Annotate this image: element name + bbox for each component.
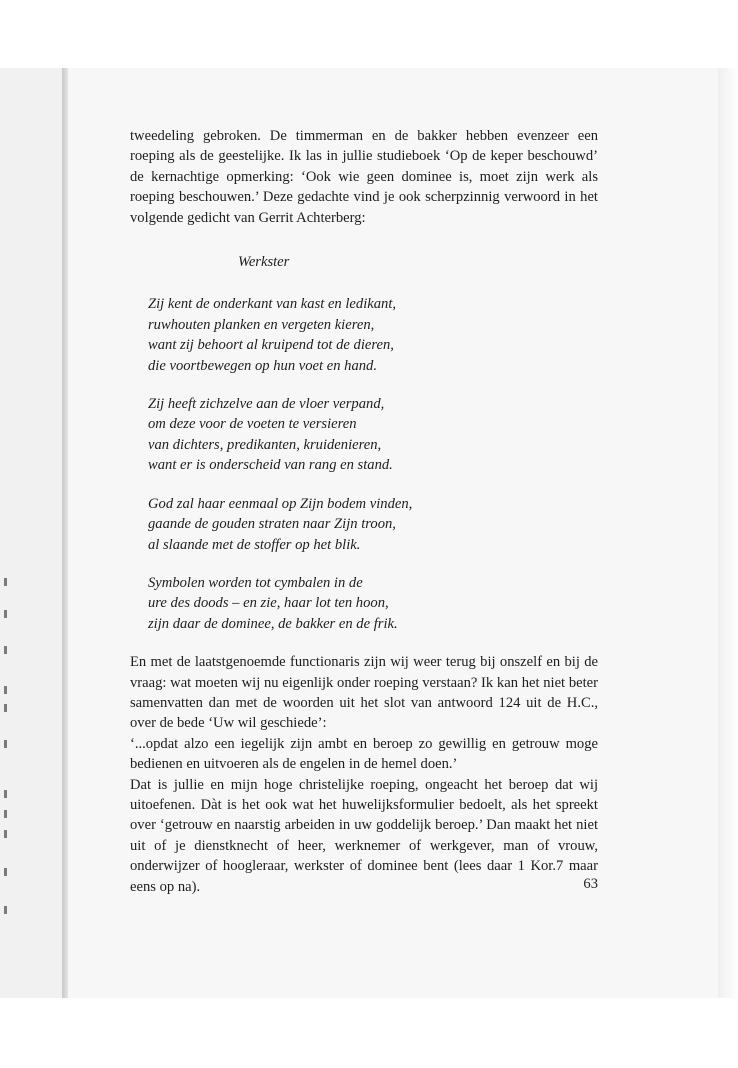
intro-paragraph: tweedeling gebroken. De timmerman en de bakker hebben evenzeer een roeping als de geestelijke. Ik las in jullie studieboek ‘Op de keper beschouwd’ de kernachtige opmerking: ‘Ook wie geen dominee is, moet zijn werk als roeping beschouwen.’ Deze gedachte vind je ook scherpzinnig verwoord in het volgende gedicht van Gerrit Achterberg: xyxy=(130,128,598,226)
bleed-mark xyxy=(4,578,7,586)
bleed-mark xyxy=(4,810,7,818)
poem-line: Zij heeft zichzelve aan de vloer verpand, xyxy=(148,396,385,413)
bleed-mark xyxy=(4,740,7,748)
page-edge xyxy=(718,68,738,998)
poem-stanza xyxy=(148,494,598,555)
bleed-mark xyxy=(4,704,7,712)
bleed-mark xyxy=(4,830,7,838)
poem-line: God zal haar eenmaal op Zijn bodem vinden, xyxy=(148,495,413,512)
poem-line: want er is onderscheid van rang en stand. xyxy=(148,457,393,474)
page-number: 63 xyxy=(583,876,598,892)
poem-stanza xyxy=(148,294,598,376)
facing-page-edge xyxy=(0,68,62,998)
poem-stanza xyxy=(148,573,598,634)
body-paragraph: Dat is jullie en mijn hoge christelijke roeping, ongeacht het beroep dat wij uitoefenen. Dàt is het ook wat het huwelijksformulier bedoelt, als het spreekt over ‘getrouw en naarstig arbeiden in uw goddelijk beroep.’ Dan maakt het niet uit of je dienstknecht of heer, werknemer of werkgever, man of vrouw, onderwijzer of hoogleraar, werkster of dominee bent (lees daar 1 Kor.7 maar eens op na). xyxy=(130,776,598,895)
page-text xyxy=(130,126,598,897)
poem-line: Zij kent de onderkant van kast en ledikant, xyxy=(148,296,397,313)
bleed-mark xyxy=(4,686,7,694)
poem-title: Werkster xyxy=(238,254,290,271)
poem-line: ruwhouten planken en vergeten kieren, xyxy=(148,316,375,333)
poem-line: van dichters, predikanten, kruidenieren, xyxy=(148,436,382,453)
poem-line: want zij behoort al kruipend tot de dieren, xyxy=(148,337,394,354)
poem-line: om deze voor de voeten te versieren xyxy=(148,416,357,433)
bleed-mark xyxy=(4,646,7,654)
bleed-mark xyxy=(4,610,7,618)
bleed-mark xyxy=(4,906,7,914)
quote-paragraph: ‘...opdat alzo een iegelijk zijn ambt en beroep zo gewillig en getrouw moge bedienen en uitvoeren als de engelen in de hemel doen.’ xyxy=(130,735,598,773)
bleed-mark xyxy=(4,868,7,876)
body-paragraph: En met de laatstgenoemde functionaris zijn wij weer terug bij onszelf en bij de vraag: wat moeten wij nu eigenlijk onder roeping verstaan? Ik kan het niet beter samenvatten dan met de woorden uit het slot van antwoord 124 uit de H.C., over de bede ‘Uw wil geschiede’: xyxy=(130,654,598,732)
bleed-mark xyxy=(4,790,7,798)
poem-line: zijn daar de dominee, de bakker en de frik. xyxy=(148,615,398,632)
poem-stanza xyxy=(148,394,598,476)
poem-line: die voortbewegen op hun voet en hand. xyxy=(148,357,377,374)
poem-line: ure des doods – en zie, haar lot ten hoon, xyxy=(148,595,389,612)
poem-line: gaande de gouden straten naar Zijn troon, xyxy=(148,516,396,533)
poem-line: al slaande met de stoffer op het blik. xyxy=(148,536,361,553)
poem-line: Symbolen worden tot cymbalen in de xyxy=(148,574,363,591)
